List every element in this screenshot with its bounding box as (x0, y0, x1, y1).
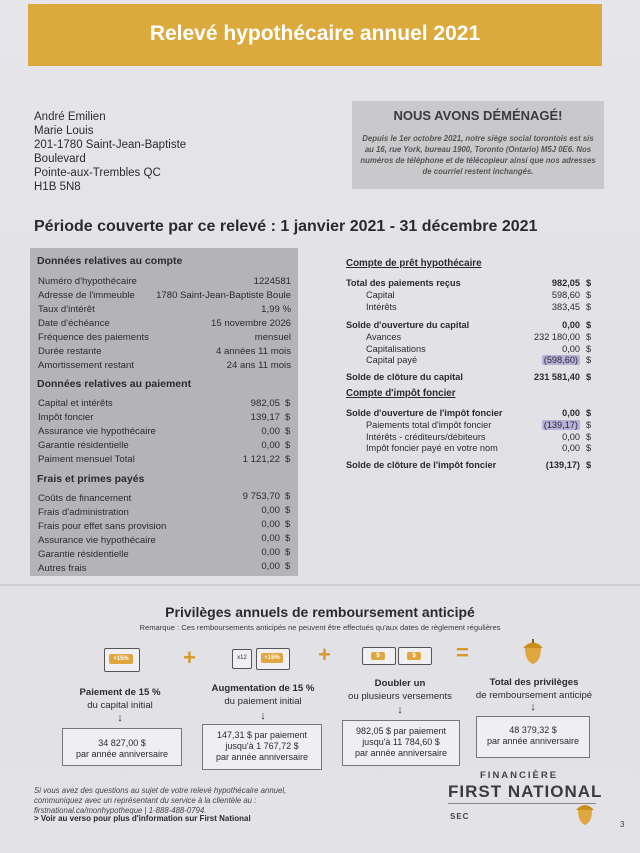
payment-label: Assurance vie hypothécaire (38, 426, 156, 437)
currency-sign: $ (285, 505, 291, 516)
privilege-amount: 982,05 $ par paiement (355, 726, 447, 736)
privilege-period: par année anniversaire (75, 749, 169, 759)
currency-sign: $ (586, 408, 592, 418)
calendar-icon (232, 649, 252, 669)
loan-label: Capital payé (366, 355, 418, 365)
account-value: 1780 Saint-Jean-Baptiste Boule (156, 290, 291, 301)
fee-value: 0,00 (261, 547, 280, 558)
address-line: Marie Louis (34, 125, 94, 137)
currency-sign: $ (586, 278, 592, 288)
privilege-heading: Paiement de 15 % (79, 687, 161, 698)
privilege-card-4 (466, 676, 602, 702)
currency-sign: $ (285, 547, 291, 558)
fee-value: 9 753,70 (242, 491, 280, 502)
privilege-amount-box (202, 724, 322, 770)
loan-label: Capital (366, 290, 395, 300)
loan-value: 232 180,00 (534, 332, 580, 342)
equals-icon: = (456, 640, 469, 665)
privilege-amount: 34 827,00 $ (98, 738, 146, 748)
currency-sign: $ (285, 454, 291, 465)
fee-label: Frais pour effet sans provision (38, 521, 167, 532)
currency-sign: $ (586, 332, 592, 342)
loan-label: Total des paiements reçus (346, 278, 461, 288)
currency-sign: $ (586, 420, 592, 430)
down-arrow-icon: ↓ (397, 704, 403, 716)
fees-section-title: Frais et primes payés (37, 473, 145, 485)
privilege-amount-box (342, 720, 460, 766)
payment-value: 0,00 (261, 426, 280, 437)
moved-notice-title: NOUS AVONS DÉMÉNAGÉ! (393, 108, 563, 123)
tax-label: Solde de clôture de l'impôt foncier (346, 460, 497, 470)
account-label: Fréquence des paiements (38, 332, 149, 343)
privilege-subheading: du paiement initial (224, 696, 302, 707)
address-line: H1B 5N8 (34, 181, 81, 193)
payment-value: 1 121,22 (242, 454, 280, 465)
brand-name: FIRST NATIONAL (448, 782, 603, 801)
address-line: Boulevard (34, 153, 86, 165)
loan-value (480, 355, 580, 365)
privilege-card-3 (334, 677, 466, 703)
currency-sign: $ (586, 355, 592, 365)
currency-sign: $ (586, 302, 592, 312)
privilege-subheading: ou plusieurs versements (348, 691, 452, 702)
account-value: 4 années 11 mois (215, 346, 291, 357)
currency-sign: $ (285, 533, 291, 544)
loan-value: 982,05 (551, 278, 580, 288)
loan-account-title: Compte de prêt hypothécaire (346, 258, 482, 269)
fee-label: Garantie résidentielle (38, 549, 129, 560)
loan-value: 231 581,40 (534, 372, 580, 382)
currency-sign: $ (586, 372, 592, 382)
highlighted-amount: (598,60) (543, 355, 578, 365)
account-label: Amortissement restant (38, 360, 134, 371)
account-section-title: Données relatives au compte (37, 255, 183, 267)
privilege-heading: Augmentation de 15 % (211, 683, 315, 694)
highlighted-amount: (139,17) (543, 420, 578, 430)
loan-value: 0,00 (562, 344, 580, 354)
paper-fold (0, 584, 640, 586)
loan-label: Solde d'ouverture du capital (346, 320, 470, 330)
percent-bill-icon (256, 648, 290, 670)
percent-badge: +15% (109, 654, 133, 664)
privilege-amount: 147,31 $ par paiement (216, 730, 308, 740)
mailing-address (34, 110, 186, 194)
currency-sign: $ (586, 443, 592, 453)
fee-value: 0,00 (261, 561, 280, 572)
tax-label: Paiements total d'impôt foncier (366, 420, 492, 430)
privilege-card-1 (60, 686, 180, 712)
bill-badge: $ (371, 652, 385, 660)
privilege-period: par année anniversaire (354, 748, 448, 758)
statement-period: Période couverte par ce relevé : 1 janvier 2021 - 31 décembre 2021 (34, 218, 538, 235)
tax-label: Intérêts - créditeurs/débiteurs (366, 432, 486, 442)
payment-bill-icon (398, 647, 432, 665)
payment-bill-icon (362, 647, 396, 665)
loan-label: Capitalisations (366, 344, 426, 354)
down-arrow-icon: ↓ (117, 712, 123, 724)
currency-sign: $ (586, 460, 592, 470)
privilege-subheading: de remboursement anticipé (475, 690, 593, 701)
currency-sign: $ (285, 561, 291, 572)
account-value: 24 ans 11 mois (226, 360, 291, 371)
privileges-note: Remarque : Ces remboursements anticipés ne peuvent être effectués qu'aux dates de règlement régulières (139, 623, 501, 632)
acorn-logo-icon (574, 800, 596, 826)
address-line: 201-1780 Saint-Jean-Baptiste (34, 139, 187, 151)
privilege-amount-box (62, 728, 182, 766)
account-value: mensuel (254, 332, 291, 343)
account-value: 1224581 (253, 276, 291, 287)
loan-value: 598,60 (551, 290, 580, 300)
currency-sign: $ (586, 320, 592, 330)
privilege-limit: jusqu'à 1 767,72 $ (225, 741, 299, 751)
privilege-amount-box (476, 716, 590, 758)
fee-label: Coûts de financement (38, 493, 132, 504)
address-line: Pointe-aux-Trembles QC (34, 167, 161, 179)
account-label: Taux d'intérêt (38, 304, 95, 315)
account-label: Date d'échéance (38, 318, 110, 329)
fee-value: 0,00 (261, 505, 280, 516)
tax-value: 0,00 (562, 443, 580, 453)
loan-label: Intérêts (366, 302, 397, 312)
page-number: 3 (620, 820, 625, 829)
privileges-title: Privilèges annuels de remboursement anticipé (165, 604, 475, 620)
payment-label: Capital et intérêts (38, 398, 113, 409)
down-arrow-icon: ↓ (260, 710, 266, 722)
account-value: 15 novembre 2026 (210, 318, 291, 329)
percent-bill-icon (104, 648, 140, 672)
payment-label: Garantie résidentielle (38, 440, 129, 451)
loan-value: 383,45 (551, 302, 580, 312)
percent-badge: +15% (261, 653, 283, 663)
account-label: Numéro d'hypothécaire (38, 276, 137, 287)
account-label: Adresse de l'immeuble (38, 290, 135, 301)
currency-sign: $ (285, 440, 291, 451)
loan-label: Solde de clôture du capital (346, 372, 463, 382)
tax-account-title: Compte d'impôt foncier (346, 388, 456, 399)
account-value: 1,99 % (261, 304, 291, 315)
fee-label: Frais d'administration (38, 507, 129, 518)
privilege-heading: Total des privilèges (489, 677, 579, 688)
tax-value (480, 420, 580, 430)
tax-value: 0,00 (562, 408, 580, 418)
privilege-heading: Doubler un (374, 678, 426, 689)
payment-value: 0,00 (261, 440, 280, 451)
privilege-limit: jusqu'à 11 784,60 $ (362, 737, 440, 747)
loan-value: 0,00 (562, 320, 580, 330)
statement-title: Relevé hypothécaire annuel 2021 (149, 22, 481, 45)
payment-value: 982,05 (250, 398, 280, 409)
currency-sign: $ (285, 426, 291, 437)
currency-sign: $ (285, 519, 291, 530)
contact-info: Si vous avez des questions au sujet de votre relevé hypothécaire annuel, communiquez avec un représentant du service à la clientèle au : firstnational.ca/monhypotheque | 1-888-488-0794. (34, 786, 287, 815)
privilege-period: par année anniversaire (215, 752, 309, 762)
tax-value: (139,17) (545, 460, 580, 470)
brand-prefix: FINANCIÈRE (480, 770, 559, 781)
payment-section-title: Données relatives au paiement (37, 378, 192, 390)
fee-label: Autres frais (38, 563, 87, 574)
bill-badge: $ (407, 652, 421, 660)
brand-suffix: SEC (450, 812, 470, 821)
currency-sign: $ (586, 344, 592, 354)
privilege-period: par année anniversaire (486, 736, 580, 746)
payment-value: 139,17 (250, 412, 280, 423)
currency-sign: $ (285, 412, 291, 423)
calendar-label: x12 (237, 655, 247, 661)
moved-notice-body: Depuis le 1er octobre 2021, notre siège social torontois est sis au 16, rue York, bureau 1900, Toronto (Ontario) M5J 0E6. Nos numéros de téléphone et de télécopieur ainsi que nos adresses de courriel restent inchangés. (360, 134, 596, 176)
currency-sign: $ (285, 398, 291, 409)
fee-label: Assurance vie hypothécaire (38, 535, 156, 546)
privilege-amount: 48 379,32 $ (509, 725, 557, 735)
plus-icon: + (183, 645, 196, 670)
payment-label: Impôt foncier (38, 412, 94, 423)
account-label: Durée restante (38, 346, 102, 357)
tax-label: Solde d'ouverture de l'impôt foncier (346, 408, 503, 418)
plus-icon: + (318, 642, 331, 667)
privilege-subheading: du capital initial (87, 700, 153, 711)
fee-value: 0,00 (261, 533, 280, 544)
tax-label: Impôt foncier payé en votre nom (366, 443, 498, 453)
loan-label: Avances (366, 332, 402, 342)
currency-sign: $ (586, 290, 592, 300)
address-line: André Emilien (34, 111, 106, 123)
verso-link[interactable]: > Voir au verso pour plus d'information sur First National (34, 814, 251, 823)
tax-value: 0,00 (562, 432, 580, 442)
currency-sign: $ (285, 491, 291, 502)
payment-label: Paiment mensuel Total (38, 454, 135, 465)
fee-value: 0,00 (261, 519, 280, 530)
acorn-icon (520, 637, 546, 665)
currency-sign: $ (586, 432, 592, 442)
down-arrow-icon: ↓ (530, 701, 536, 713)
privilege-card-2 (198, 682, 328, 708)
